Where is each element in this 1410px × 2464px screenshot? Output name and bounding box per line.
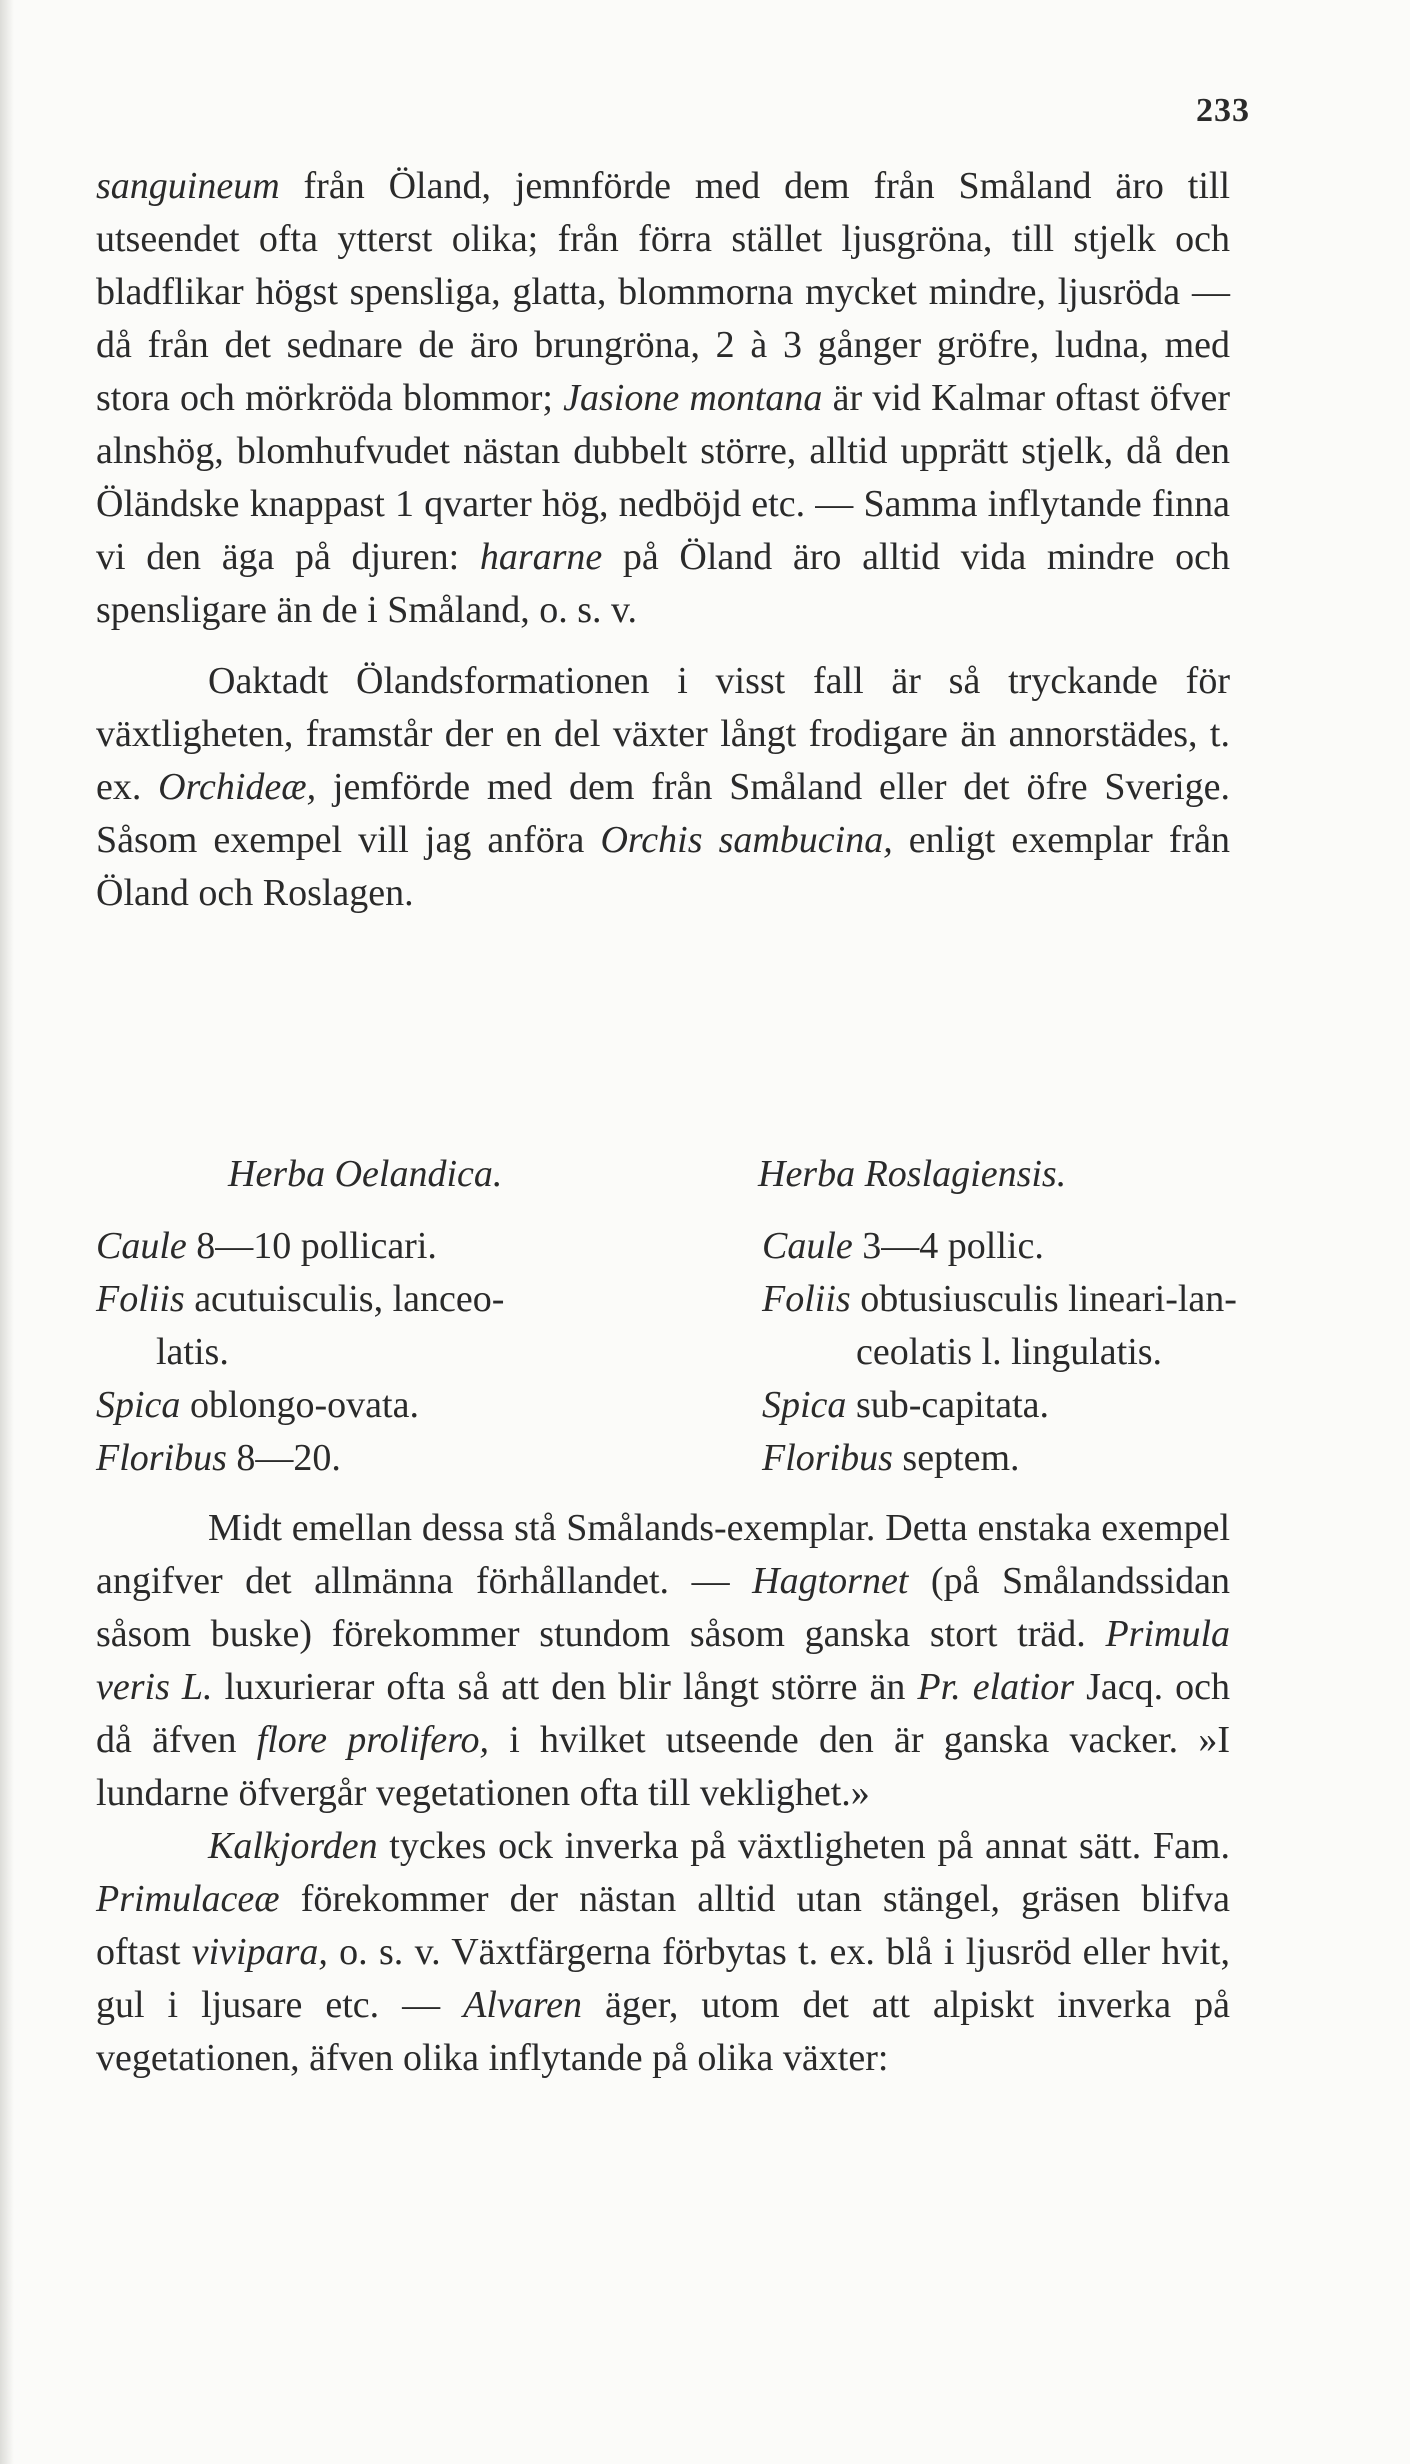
italic-term: Primula veris L.: [96, 1613, 1230, 1708]
italic-term: hararne: [479, 536, 603, 578]
row-label: Floribus: [96, 1437, 227, 1479]
right-column: [666, 1220, 1237, 1485]
row-value: septem.: [892, 1437, 1020, 1479]
italic-term: vivipara,: [191, 1931, 328, 1973]
text-run: Midt emellan dessa stå Smålands-exemplar. Detta enstaka exempel angifver det allmänna förhållandet. —: [96, 1507, 1230, 1602]
text-block-bottom: [96, 1502, 1230, 2085]
table-row: [666, 1432, 1230, 1485]
italic-term: Primulaceæ: [96, 1878, 280, 1920]
text-run: (på Smålandssidan såsom buske) förekommer stundom såsom ganska stort träd.: [96, 1560, 1230, 1655]
row-value: sub-capitata.: [846, 1384, 1050, 1426]
paragraph-4: [96, 1820, 1230, 2085]
text-run: o. s. v. Växtfärgerna förbytas t. ex. blå i ljusröd eller hvit, gul i ljusare etc. —: [96, 1931, 1230, 2026]
table-row-continued: ceolatis l. lingulatis.: [856, 1331, 1163, 1373]
text-run: är vid Kalmar oftast öfver alnshög, blomhufvudet nästan dubbelt större, alltid upprätt stjelk, då den Öländske knappast 1 qvarter hög, nedböjd etc. — Samma inflytande finna vi den äga på djuren:: [96, 377, 1230, 578]
paragraph-1: [96, 160, 1230, 637]
table-row: [666, 1220, 1230, 1273]
row-value: obtusiusculis lineari-lan-: [850, 1278, 1237, 1320]
table-row: [96, 1273, 656, 1326]
table-row-continued: latis.: [156, 1331, 229, 1373]
row-label: Foliis: [762, 1278, 851, 1320]
text-run: förekommer der nästan alltid utan stängel, gräsen blifva oftast: [96, 1878, 1230, 1973]
right-column-heading: Herba Roslagiensis.: [758, 1153, 1067, 1195]
row-label: Spica: [762, 1384, 847, 1426]
table-row: [96, 1379, 656, 1432]
text-block-top: [96, 160, 1230, 920]
text-run: från Öland, jemnförde med dem från Småland äro till utseendet ofta ytterst olika; från förra stället ljusgröna, till stjelk och bladflikar högst spensliga, glatta, blommorna mycket mindre, ljusröda — då från det sednare de äro brungröna, 2 à 3 gånger gröfre, ludna, med stora och mörkröda blommor;: [96, 165, 1230, 419]
row-label: Spica: [96, 1384, 181, 1426]
italic-term: sanguineum: [96, 165, 280, 207]
text-run: äger, utom det att alpiskt inverka på vegetationen, äfven olika inflytande på olika växter:: [96, 1984, 1230, 2079]
italic-term: Alvaren: [463, 1984, 583, 2026]
text-run: Oaktadt Ölandsformationen i visst fall är så tryckande för växtligheten, framstår der en del växter långt frodigare än annorstädes, t. ex.: [96, 660, 1230, 808]
row-value: 8—20.: [226, 1437, 341, 1479]
row-label: Caule: [762, 1225, 853, 1267]
italic-term: Kalkjorden: [208, 1825, 378, 1867]
italic-term: flore prolifero,: [256, 1719, 490, 1761]
table-row: [96, 1432, 656, 1485]
comparison-table: [96, 1148, 1237, 1479]
italic-term: Orchis sambucina,: [600, 819, 893, 861]
table-row: [666, 1273, 1237, 1326]
left-column: [96, 1220, 656, 1485]
page-edge-shadow: [0, 0, 14, 2464]
row-label: Foliis: [96, 1278, 185, 1320]
row-label: Floribus: [762, 1437, 893, 1479]
text-run: i hvilket utseende den är ganska vacker. »I lundarne öfvergår vegetationen ofta till veklighet.»: [96, 1719, 1231, 1814]
row-value: oblongo-ovata.: [180, 1384, 419, 1426]
italic-term: Pr. elatior: [917, 1666, 1075, 1708]
table-row: [96, 1220, 656, 1273]
table-row: [666, 1379, 1230, 1432]
row-value: acutuisculis, lanceo-: [184, 1278, 505, 1320]
italic-term: Hagtornet: [752, 1560, 909, 1602]
text-run: enligt exemplar från Öland och Roslagen.: [96, 819, 1230, 914]
paragraph-3: [96, 1502, 1230, 1820]
row-value: 8—10 pollicari.: [186, 1225, 437, 1267]
text-run: jemförde med dem från Småland eller det öfre Sverige. Såsom exempel vill jag anföra: [96, 766, 1230, 861]
paragraph-2: [96, 655, 1230, 920]
table-header: [96, 1148, 1230, 1214]
page-number: 233: [1196, 92, 1250, 129]
text-run: tyckes ock inverka på växtligheten på annat sätt. Fam.: [377, 1825, 1230, 1867]
row-label: Caule: [96, 1225, 187, 1267]
left-column-heading: Herba Oelandica.: [228, 1153, 503, 1195]
text-run: luxurierar ofta så att den blir långt större än: [212, 1666, 918, 1708]
text-run: Jacq. och då äfven: [96, 1666, 1231, 1761]
row-value: 3—4 pollic.: [852, 1225, 1044, 1267]
italic-term: Jasione montana: [563, 377, 823, 419]
italic-term: Orchideæ,: [158, 766, 317, 808]
text-run: på Öland äro alltid vida mindre och spensligare än de i Småland, o. s. v.: [96, 536, 1230, 631]
